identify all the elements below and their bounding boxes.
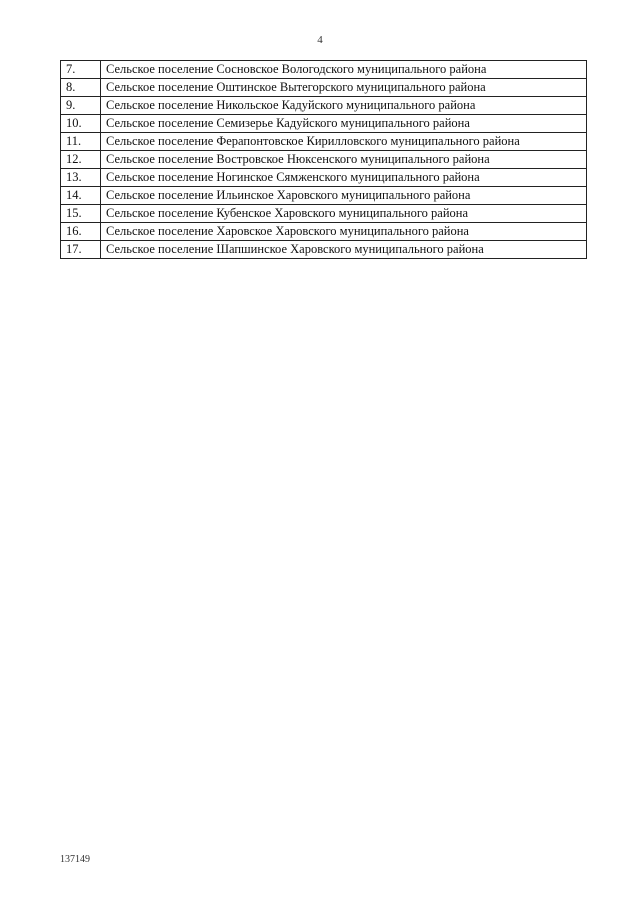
settlement-name: Сельское поселение Востровское Нюксенского муниципального района — [101, 151, 587, 169]
settlement-name: Сельское поселение Семизерье Кадуйского муниципального района — [101, 115, 587, 133]
table-row — [61, 187, 587, 205]
row-number: 7. — [61, 61, 101, 79]
settlement-name: Сельское поселение Оштинское Вытегорского муниципального района — [101, 79, 587, 97]
table-row — [61, 205, 587, 223]
row-number: 12. — [61, 151, 101, 169]
document-code: 137149 — [60, 854, 90, 865]
settlement-name: Сельское поселение Шапшинское Харовского муниципального района — [101, 241, 587, 259]
table-row — [61, 61, 587, 79]
settlements-table-body — [61, 61, 587, 259]
table-row — [61, 79, 587, 97]
settlement-name: Сельское поселение Кубенское Харовского муниципального района — [101, 205, 587, 223]
row-number: 8. — [61, 79, 101, 97]
settlement-name: Сельское поселение Ильинское Харовского муниципального района — [101, 187, 587, 205]
row-number: 17. — [61, 241, 101, 259]
settlements-table — [60, 60, 587, 259]
row-number: 14. — [61, 187, 101, 205]
row-number: 11. — [61, 133, 101, 151]
row-number: 10. — [61, 115, 101, 133]
table-row — [61, 115, 587, 133]
row-number: 15. — [61, 205, 101, 223]
settlement-name: Сельское поселение Ногинское Сямженского муниципального района — [101, 169, 587, 187]
table-row — [61, 133, 587, 151]
table-row — [61, 241, 587, 259]
page-number: 4 — [317, 34, 323, 46]
row-number: 13. — [61, 169, 101, 187]
table-row — [61, 169, 587, 187]
table-row — [61, 223, 587, 241]
table-row — [61, 151, 587, 169]
settlement-name: Сельское поселение Харовское Харовского муниципального района — [101, 223, 587, 241]
settlement-name: Сельское поселение Ферапонтовское Кирилловского муниципального района — [101, 133, 587, 151]
table-row — [61, 97, 587, 115]
row-number: 9. — [61, 97, 101, 115]
settlement-name: Сельское поселение Никольское Кадуйского муниципального района — [101, 97, 587, 115]
row-number: 16. — [61, 223, 101, 241]
settlement-name: Сельское поселение Сосновское Вологодского муниципального района — [101, 61, 587, 79]
